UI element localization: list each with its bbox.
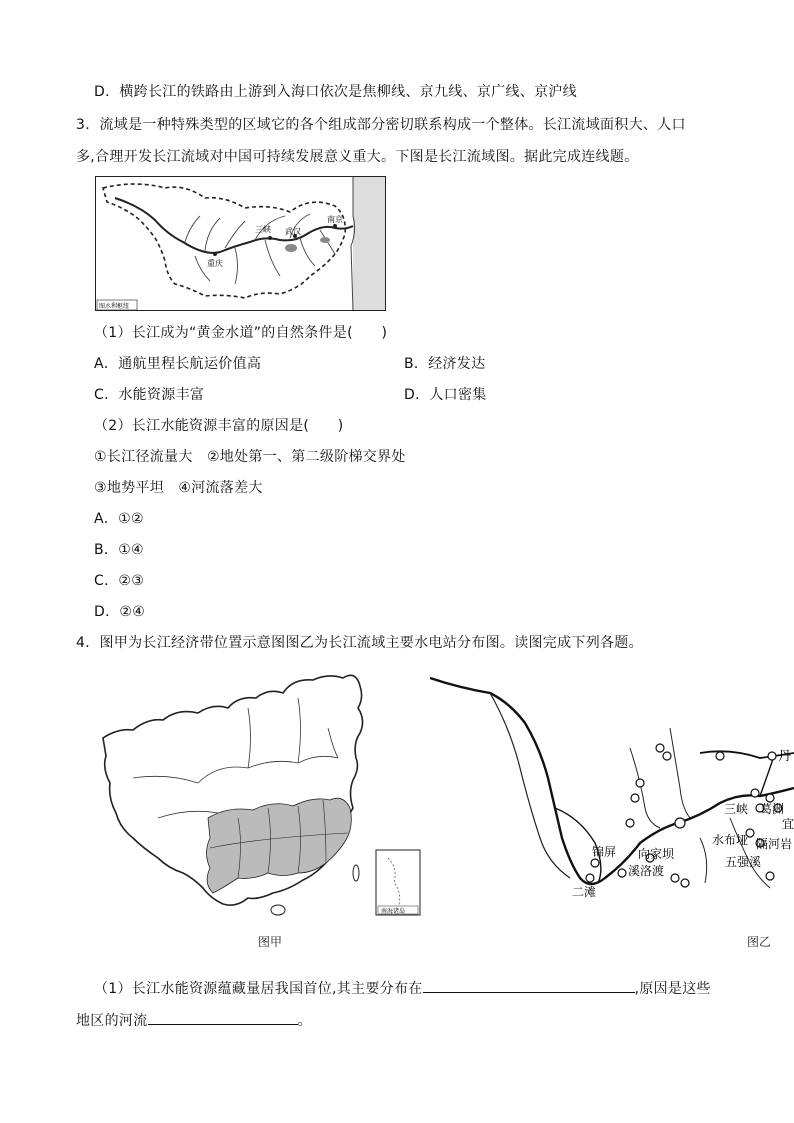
q3-sub2-statements-2: ③地势平坦 ④河流落差大 bbox=[94, 480, 263, 496]
label-nanjing: 南京 bbox=[327, 215, 343, 224]
yangtze-basin-map bbox=[95, 176, 386, 311]
q3-sub1-option-a[interactable]: A．通航里程长航运价值高 bbox=[94, 356, 262, 372]
answer-blank-2[interactable] bbox=[148, 1010, 298, 1025]
label-wuqiangxi: 五强溪 bbox=[725, 855, 762, 869]
answer-blank-1[interactable] bbox=[423, 978, 635, 993]
label-sanxia-b: 三峡 bbox=[724, 802, 749, 816]
label-jinping: 锦屏 bbox=[592, 845, 617, 859]
label-shuibuya: 水布垭 bbox=[712, 833, 749, 847]
q4-sub1-part1: （1）长江水能资源蕴藏量居我国首位,其主要分布在 bbox=[94, 981, 423, 997]
inset-label: 南海诸岛 bbox=[381, 908, 406, 915]
q3-stem-line2: 多,合理开发长江流域对中国可持续发展意义重大。下图是长江流域图。据此完成连线题。 bbox=[76, 149, 639, 165]
q4-sub1-line1 bbox=[94, 978, 711, 998]
label-chongqing: 重庆 bbox=[207, 259, 223, 268]
q4-sub1-line2 bbox=[76, 1010, 312, 1030]
q3-sub1-option-d[interactable]: D．人口密集 bbox=[404, 387, 487, 403]
label-ertan: 二滩 bbox=[572, 885, 597, 899]
q3-sub2-option-c[interactable]: C．②③ bbox=[94, 573, 145, 589]
label-xiluodu: 溪洛渡 bbox=[628, 864, 665, 878]
q3-sub2-question: （2）长江水能资源丰富的原因是( ) bbox=[94, 418, 344, 434]
q3-stem-line1: 3．流域是一种特殊类型的区域它的各个组成部分密切联系构成一个整体。长江流域面积大、人口 bbox=[76, 117, 686, 133]
label-wuhan: 武汉 bbox=[285, 227, 301, 236]
q3-sub2-option-b[interactable]: B．①④ bbox=[94, 542, 144, 558]
label-dan: 丹 bbox=[778, 749, 792, 764]
label-yi: 宜 bbox=[782, 817, 794, 831]
label-xiangjiaba: 向家坝 bbox=[638, 847, 675, 861]
q3-sub1-question: （1）长江成为“黄金水道”的自然条件是( ) bbox=[94, 325, 388, 341]
q4-sub1-part3: 地区的河流 bbox=[76, 1013, 148, 1029]
q3-sub1-option-b[interactable]: B．经济发达 bbox=[404, 356, 486, 372]
label-sanxia: 三峡 bbox=[255, 225, 271, 234]
label-geheyan: 隔河岩 bbox=[756, 837, 793, 851]
map-stamp: 图水利枢纽 bbox=[99, 303, 130, 310]
map-b-caption: 图乙 bbox=[747, 935, 772, 949]
q4-sub1-part2: ,原因是这些 bbox=[634, 981, 711, 997]
q3-sub1-option-c[interactable]: C．水能资源丰富 bbox=[94, 387, 205, 403]
q4-stem: 4．图甲为长江经济带位置示意图图乙为长江流域主要水电站分布图。读图完成下列各题。 bbox=[76, 635, 643, 651]
map-a-caption: 图甲 bbox=[258, 935, 283, 949]
q3-sub2-option-d[interactable]: D．②④ bbox=[94, 604, 146, 620]
china-economic-belt-map bbox=[98, 668, 438, 923]
q4-sub1-part4: 。 bbox=[297, 1013, 312, 1029]
option-d-prev: D．横跨长江的铁路由上游到入海口依次是焦柳线、京九线、京广线、京沪线 bbox=[94, 84, 577, 100]
q3-sub2-statements-1: ①长江径流量大 ②地处第一、第二级阶梯交界处 bbox=[94, 449, 406, 465]
label-gezhou: 葛洲 bbox=[760, 802, 785, 816]
hydropower-map bbox=[430, 668, 794, 923]
q3-sub2-option-a[interactable]: A．①② bbox=[94, 511, 144, 527]
